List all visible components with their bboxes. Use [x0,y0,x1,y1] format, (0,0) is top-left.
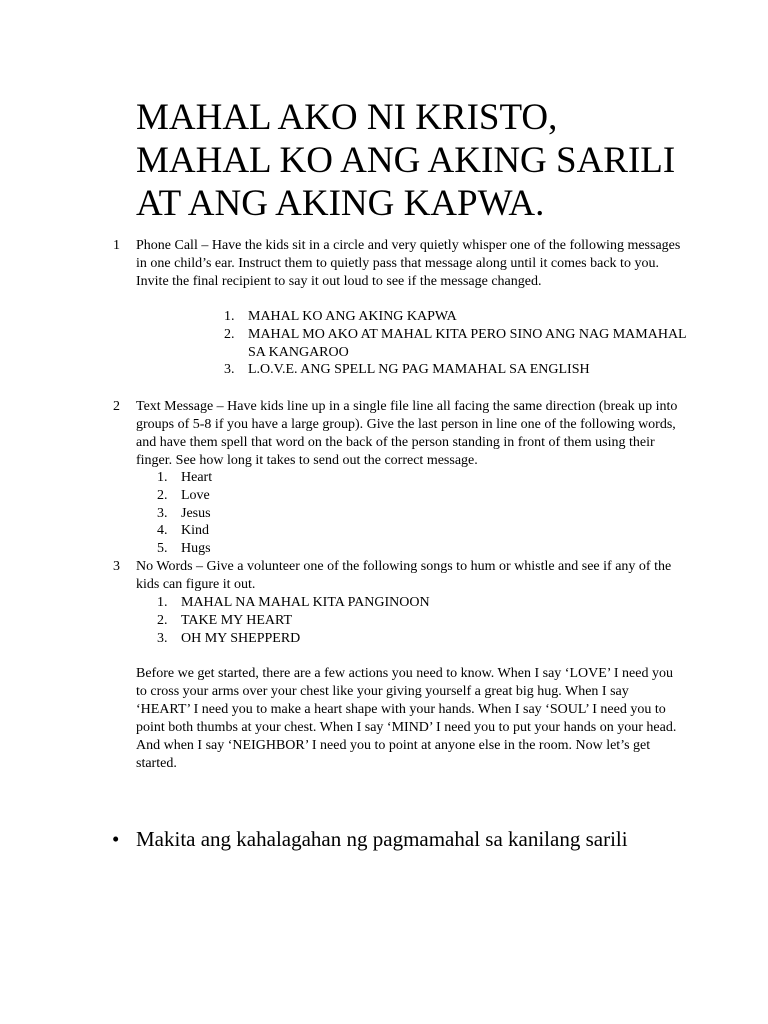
list-item: 5. Hugs [157,541,211,557]
activity-3-number: 3 [113,559,120,574]
activity-2-number: 2 [113,399,120,414]
page-title: MAHAL AKO NI KRISTO, MAHAL KO ANG AKING SARILI AT ANG AKING KAPWA. [136,97,676,224]
list-item: 4. Kind [157,523,209,539]
activity-1-text: Phone Call – Have the kids sit in a circle and very quietly whisper one of the following messages in one child’s ear. Instruct them to quietly pass that message along until it comes back to you. Invite the final recipient to say it out loud to see if the message changed. [136,238,681,289]
list-item: 2. Love [157,487,210,503]
list-item: 1. MAHAL NA MAHAL KITA PANGINOON [157,595,430,610]
activity-3-songs-list [157,594,581,647]
activity-2-text: Text Message – Have kids line up in a single file line all facing the same direction (break up into groups of 5-8 if you have a large group). Give the last person in line one of the following words, and have them spell that word on the back of the person standing in front of them using their finger. See how long it takes to send out the correct message. [136,399,678,468]
list-item: 3. OH MY SHEPPERD [157,630,301,646]
activity-3-text: No Words – Give a volunteer one of the following songs to hum or whistle and see if any of the kids can figure it out. [136,559,672,592]
list-item: 2. MAHAL MO AKO AT MAHAL KITA PERO SINO ANG NAG MAMAHAL SA KANGAROO [224,326,687,360]
activity-1-number: 1 [113,238,120,253]
list-item: 3. L.O.V.E. ANG SPELL NG PAG MAMAHAL SA ENGLISH [224,362,590,378]
activity-1-messages-list [224,308,688,379]
list-item: 3. Jesus [157,505,211,521]
list-item: 2. TAKE MY HEART [157,612,293,628]
activity-2-words-list [157,469,581,558]
instructions-paragraph: Before we get started, there are a few actions you need to know. When I say ‘LOVE’ I need you to cross your arms over your chest like your giving yourself a great big hug. When I say ‘HEART’ I need you to make a heart shape with your hands. When I say ‘SOUL’ I need you to point both thumbs at your chest. When I say ‘MIND’ I need you to put your hands on your head. And when I say ‘NEIGHBOR’ I need you to point at anyone else in the room. Now let’s get started. [136,666,677,771]
objective-text: Makita ang kahalagahan ng pagmamahal sa kanilang sarili [136,827,628,851]
bullet-icon: • [112,827,120,851]
list-item: 1. MAHAL KO ANG AKING KAPWA [224,309,457,324]
list-item: 1. Heart [157,470,213,485]
